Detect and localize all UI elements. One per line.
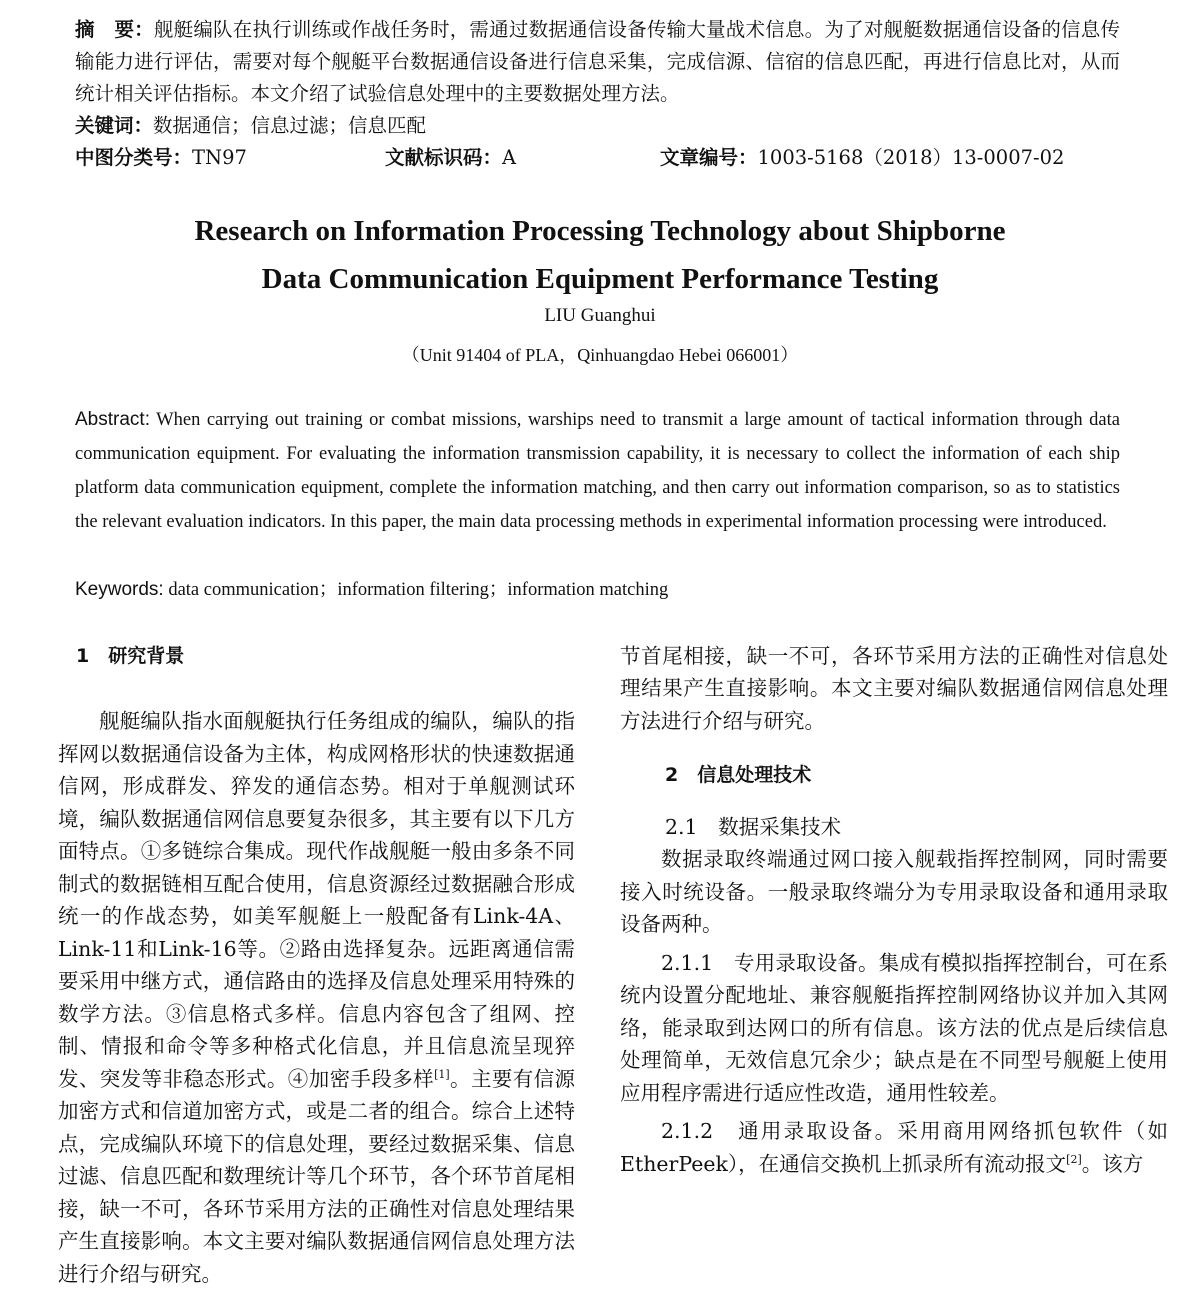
section-2-heading: 2 信息处理技术 xyxy=(665,764,812,786)
en-keywords-text: data communication；information filtering；information matching xyxy=(163,580,669,600)
subsection-2-1-2-paragraph xyxy=(620,1115,1168,1180)
cn-keywords xyxy=(75,110,1120,142)
section-1-text-a: 舰艇编队指水面舰艇执行任务组成的编队，编队的指挥网以数据通信设备为主体，构成网格形状的快速数据通信网，形成群发、猝发的通信态势。相对于单舰测试环境，编队数据通信网信息要复杂很多，其主要有以下几方面特点。①多链综合集成。现代作战舰艇一般由多条不同制式的数据链相互配合使用，信息资源经过数据融合形成统一的作战态势，如美军舰艇上一般配备有Link-4A、Link-11和Link-16等。②路由选择复杂。远距离通信需要采用中继方式，通信路由的选择及信息处理采用特殊的数学方法。③信息格式多样。信息内容包含了组网、控制、情报和命令等多种格式化信息，并且信息流呈现猝发、突发等非稳态形式。④加密手段多样 xyxy=(58,709,575,1091)
section-1-continuation xyxy=(620,640,1168,737)
section-1-continuation-text: 节首尾相接，缺一不可，各环节采用方法的正确性对信息处理结果产生直接影响。本文主要对编队数据通信网信息处理方法进行介绍与研究。 xyxy=(620,643,1168,733)
en-abstract-text: When carrying out training or combat missions, warships need to transmit a large amount of tactical information through data communication equipment. For evaluating the information transmission capability, it is necessary to collect the information of each ship platform data communication equipment, complete the information matching, and then carry out information comparison, so as to statistics the relevant evaluation indicators. In this paper, the main data processing methods in experimental information processing were introduced. xyxy=(75,410,1120,532)
citation-2: [2] xyxy=(1066,1152,1082,1166)
subsection-2-1-heading: 2.1 数据采集技术 xyxy=(665,815,842,839)
subsection-2-1-1-paragraph: 2.1.1 专用录取设备。集成有模拟指挥控制台，可在系统内设置分配地址、兼容舰艇指挥控制网络协议并加入其网络，能录取到达网口的所有信息。该方法的优点是后续信息处理简单，无效信息冗余少；缺点是在不同型号舰艇上使用应用程序需进行适应性改造，通用性较差。 xyxy=(620,950,1168,1105)
article-number-label: 文章编号： xyxy=(660,146,758,169)
en-keywords xyxy=(75,573,1120,607)
clc-value: TN97 xyxy=(192,146,247,169)
cn-keywords-label: 关键词： xyxy=(75,114,154,137)
doc-code-label: 文献标识码： xyxy=(385,146,503,169)
paper-title xyxy=(60,207,1140,303)
paper-title-line-2: Data Communication Equipment Performance Testing xyxy=(261,263,939,295)
article-number xyxy=(660,142,1064,174)
citation-1: [1] xyxy=(434,1067,450,1081)
body-column-right xyxy=(620,640,1168,1180)
body-column-left xyxy=(58,640,575,1290)
cn-abstract-text: 舰艇编队在执行训练或作战任务时，需通过数据通信设备传输大量战术信息。为了对舰艇数据通信设备的信息传输能力进行评估，需要对每个舰艇平台数据通信设备进行信息采集，完成信源、信宿的信息匹配，再进行信息比对，从而统计相关评估指标。本文介绍了试验信息处理中的主要数据处理方法。 xyxy=(75,18,1120,105)
subsection-2-1-2-text-a: 2.1.2 通用录取设备。采用商用网络抓包软件（如EtherPeek），在通信交换机上抓录所有流动报文 xyxy=(620,1119,1168,1176)
subsection-2-1-2-text-b: 。该方 xyxy=(1081,1151,1144,1176)
en-keywords-label: Keywords: xyxy=(75,579,164,600)
cn-abstract-block xyxy=(75,14,1120,174)
en-abstract-label: Abstract: xyxy=(75,409,150,430)
en-abstract xyxy=(75,403,1120,539)
classification-row xyxy=(75,142,1120,174)
doc-code xyxy=(385,142,516,174)
paper-title-line-1: Research on Information Processing Technology about Shipborne xyxy=(194,215,1006,247)
clc-number xyxy=(75,142,247,174)
cn-abstract-label: 摘 要： xyxy=(75,18,154,41)
affiliation: （Unit 91404 of PLA，Qinhuangdao Hebei 066001） xyxy=(401,345,799,365)
clc-label: 中图分类号： xyxy=(75,146,193,169)
author: LIU Guanghui xyxy=(544,305,656,326)
section-1-text-b: 。主要有信源加密方式和信道加密方式，或是二者的组合。综合上述特点，完成编队环境下的信息处理，要经过数据采集、信息过滤、信息匹配和数理统计等几个环节，各个环节首尾相接，缺一不可，各环节采用方法的正确性对信息处理结果产生直接影响。本文主要对编队数据通信网信息处理方法进行介绍与研究。 xyxy=(58,1066,576,1286)
section-1-heading: 1 研究背景 xyxy=(76,645,185,667)
doc-code-value: A xyxy=(502,146,517,169)
subsection-2-1-paragraph: 数据录取终端通过网口接入舰载指挥控制网，同时需要接入时统设备。一般录取终端分为专用录取设备和通用录取设备两种。 xyxy=(620,847,1168,936)
section-1-paragraph xyxy=(58,705,575,1290)
article-number-value: 1003-5168（2018）13-0007-02 xyxy=(757,146,1065,169)
cn-abstract xyxy=(75,14,1120,110)
cn-keywords-text: 数据通信；信息过滤；信息匹配 xyxy=(153,114,427,137)
